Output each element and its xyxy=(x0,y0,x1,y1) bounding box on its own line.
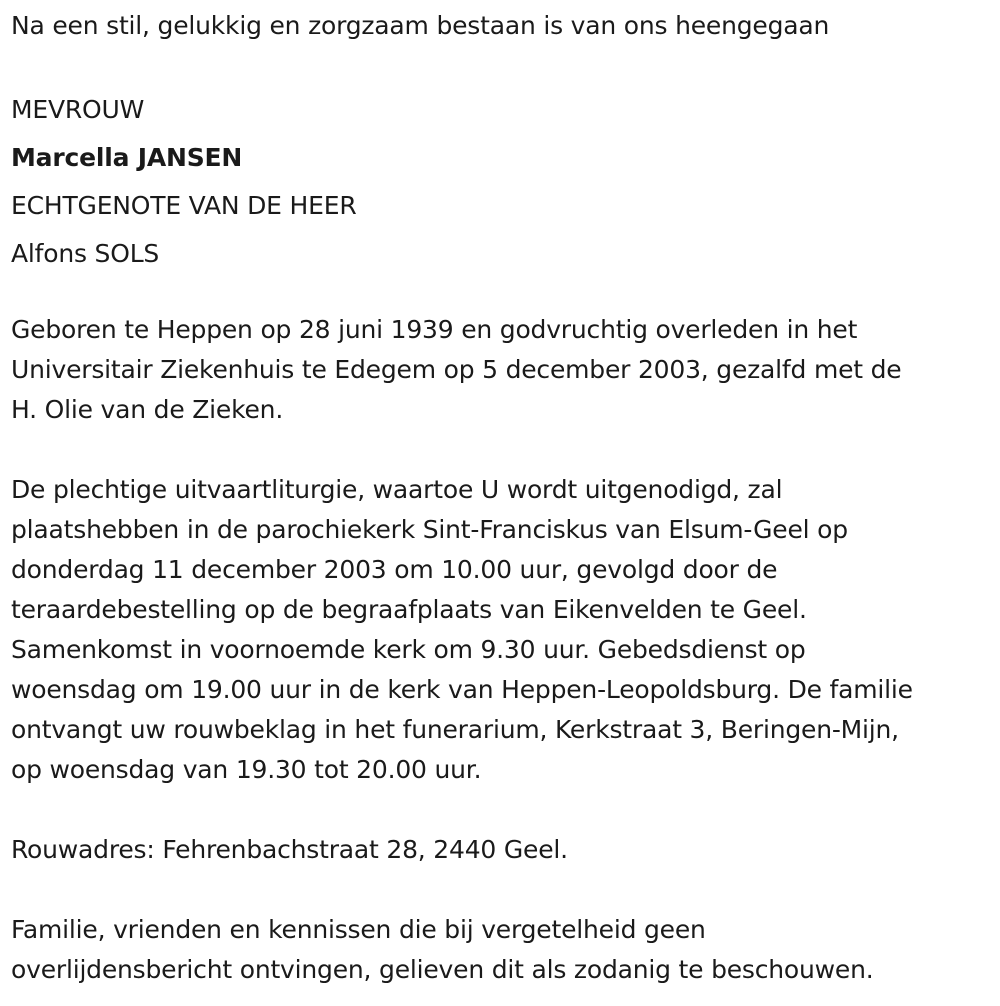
title-line: MEVROUW xyxy=(11,95,145,124)
death-notice xyxy=(11,6,991,990)
intro-line: Na een stil, gelukkig en zorgzaam bestaan is van ons heengegaan xyxy=(11,11,830,40)
paragraph-line: Samenkomst in voornoemde kerk om 9.30 uur. Gebedsdienst op xyxy=(11,635,806,664)
deceased-block xyxy=(11,86,991,278)
paragraph-line: Geboren te Heppen op 28 juni 1939 en godvruchtig overleden in het xyxy=(11,315,858,344)
paragraph-line: op woensdag van 19.30 tot 20.00 uur. xyxy=(11,755,482,784)
paragraph-line: De plechtige uitvaartliturgie, waartoe U wordt uitgenodigd, zal xyxy=(11,475,783,504)
deceased-name: Marcella JANSEN xyxy=(11,143,243,172)
paragraph-line: plaatshebben in de parochiekerk Sint-Franciskus van Elsum-Geel op xyxy=(11,515,848,544)
mourning-address: Rouwadres: Fehrenbachstraat 28, 2440 Geel. xyxy=(11,835,568,864)
paragraph-line: teraardebestelling op de begraafplaats van Eikenvelden te Geel. xyxy=(11,595,807,624)
funeral-paragraph xyxy=(11,470,991,790)
paragraph-line: overlijdensbericht ontvingen, gelieven dit als zodanig te beschouwen. xyxy=(11,955,874,984)
address-paragraph xyxy=(11,830,991,870)
paragraph-line: H. Olie van de Zieken. xyxy=(11,395,284,424)
closing-paragraph xyxy=(11,910,991,990)
birth-death-paragraph xyxy=(11,310,991,430)
paragraph-line: Universitair Ziekenhuis te Edegem op 5 december 2003, gezalfd met de xyxy=(11,355,902,384)
paragraph-line: woensdag om 19.00 uur in de kerk van Heppen-Leopoldsburg. De familie xyxy=(11,675,913,704)
paragraph-line: donderdag 11 december 2003 om 10.00 uur, gevolgd door de xyxy=(11,555,778,584)
paragraph-line: Familie, vrienden en kennissen die bij vergetelheid geen xyxy=(11,915,706,944)
relation-line: ECHTGENOTE VAN DE HEER xyxy=(11,191,357,220)
spacer xyxy=(11,278,991,310)
paragraph-line: ontvangt uw rouwbeklag in het funerarium, Kerkstraat 3, Beringen-Mijn, xyxy=(11,715,899,744)
spouse-name: Alfons SOLS xyxy=(11,239,160,268)
